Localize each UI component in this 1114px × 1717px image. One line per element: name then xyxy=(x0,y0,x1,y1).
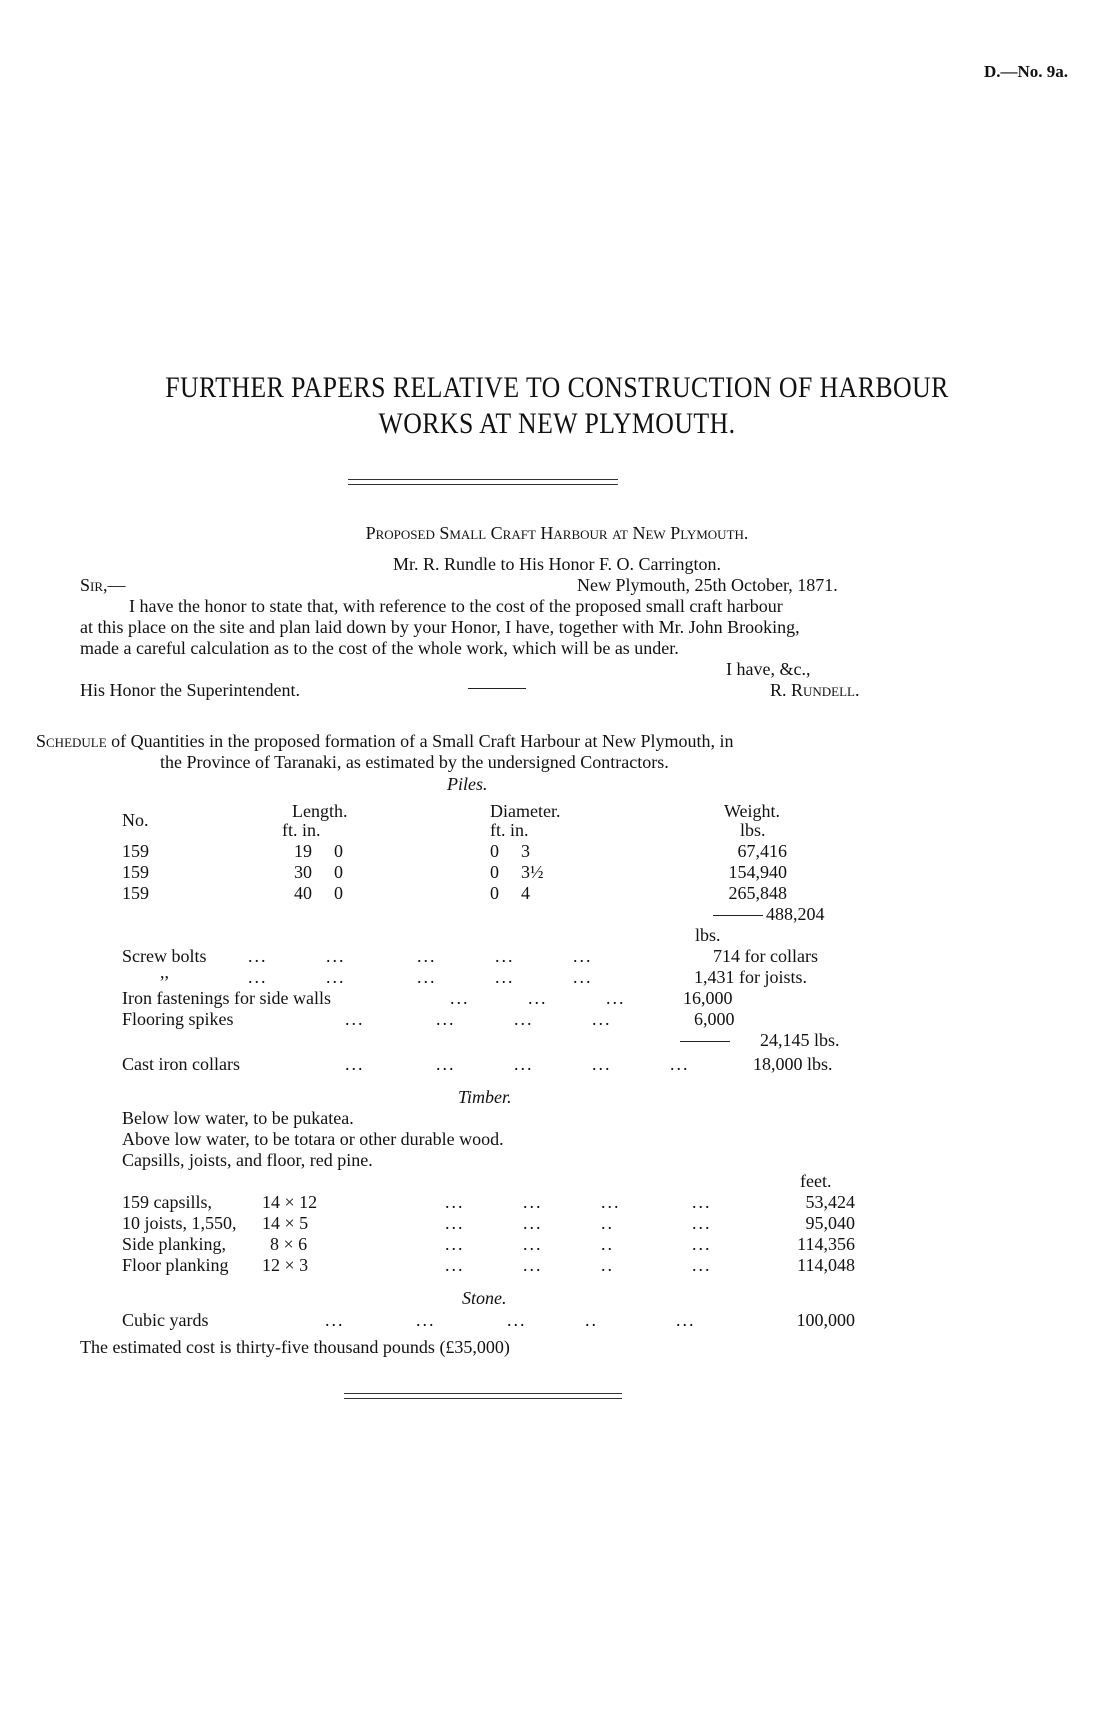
timber-note-3: Capsills, joists, and floor, red pine. xyxy=(122,1150,373,1170)
pile-weight: 67,416 xyxy=(737,841,787,861)
ironwork-subtotal: 24,145 lbs. xyxy=(760,1030,840,1050)
leader-dots: ... ... ... ... xyxy=(345,1009,612,1029)
pile-length-ft: 19 xyxy=(294,841,312,861)
letter-closing: I have, &c., xyxy=(726,659,811,679)
screw-bolts-joists: 1,431 for joists. xyxy=(694,967,808,987)
flooring-spikes-label: Flooring spikes xyxy=(122,1009,234,1029)
header-no: No. xyxy=(122,810,149,830)
leader-dots: ... ... ... ... ... xyxy=(345,1054,690,1074)
ironwork-units: lbs. xyxy=(695,925,721,945)
pile-diameter-ft: 0 xyxy=(490,841,499,861)
letter-salutation: Sir,— xyxy=(80,575,126,595)
timber-item-size: 8 × 6 xyxy=(270,1234,308,1254)
schedule-word: Schedule xyxy=(36,731,107,751)
ironwork-subtotal-rule xyxy=(680,1041,730,1042)
pile-length-in: 0 xyxy=(334,841,343,861)
pile-diameter-in: 3½ xyxy=(521,862,544,882)
letter-heading: Proposed Small Craft Harbour at New Plymouth. xyxy=(365,523,749,543)
cast-iron-label: Cast iron collars xyxy=(122,1054,240,1074)
flooring-spikes-value: 6,000 xyxy=(694,1009,735,1029)
pile-no: 159 xyxy=(122,883,149,903)
letter-body-line-2: at this place on the site and plan laid down by your Honor, I have, together with Mr. John Brooking, xyxy=(80,617,800,637)
timber-note-1: Below low water, to be pukatea. xyxy=(122,1108,354,1128)
estimated-cost: The estimated cost is thirty-five thousand pounds (£35,000) xyxy=(80,1337,510,1357)
piles-total-rule xyxy=(713,915,763,916)
timber-item-value: 95,040 xyxy=(805,1213,855,1233)
piles-total: 488,204 xyxy=(766,904,825,924)
leader-dots: ... ... ... xyxy=(450,988,626,1008)
pile-diameter-in: 3 xyxy=(521,841,530,861)
leader-dots: ... ... ... ... xyxy=(445,1192,712,1212)
header-weight-units: lbs. xyxy=(740,820,766,840)
pile-length-in: 0 xyxy=(334,883,343,903)
pile-diameter-ft: 0 xyxy=(490,883,499,903)
title-divider xyxy=(348,479,618,485)
letter-body-line-1: I have the honor to state that, with reference to the cost of the proposed small craft harbour xyxy=(129,596,783,616)
timber-note-2: Above low water, to be totara or other durable wood. xyxy=(122,1129,504,1149)
document-reference: D.—No. 9a. xyxy=(983,62,1068,81)
cast-iron-value: 18,000 lbs. xyxy=(753,1054,833,1074)
timber-item-size: 14 × 12 xyxy=(262,1192,318,1212)
letter-from-to: Mr. R. Rundle to His Honor F. O. Carrington. xyxy=(392,554,722,574)
pile-diameter-ft: 0 xyxy=(490,862,499,882)
stone-value: 100,000 xyxy=(796,1310,855,1330)
timber-item-label: 159 capsills, xyxy=(122,1192,212,1212)
timber-item-label: Side planking, xyxy=(122,1234,226,1254)
pile-length-ft: 30 xyxy=(294,862,312,882)
timber-item-label: 10 joists, 1,550, xyxy=(122,1213,237,1233)
pile-weight: 154,940 xyxy=(728,862,787,882)
timber-heading: Timber. xyxy=(458,1087,512,1107)
schedule-intro-line-1 xyxy=(36,731,734,752)
timber-item-size: 14 × 5 xyxy=(262,1213,309,1233)
header-diameter: Diameter. xyxy=(490,801,561,821)
stone-heading: Stone. xyxy=(462,1288,507,1308)
stone-label: Cubic yards xyxy=(122,1310,209,1330)
title-line-2: WORKS AT NEW PLYMOUTH. xyxy=(378,407,736,440)
pile-diameter-in: 4 xyxy=(521,883,530,903)
header-length: Length. xyxy=(292,801,348,821)
leader-dots: ... ... .. ... xyxy=(445,1213,712,1233)
timber-item-label: Floor planking xyxy=(122,1255,229,1275)
pile-no: 159 xyxy=(122,841,149,861)
timber-item-value: 114,048 xyxy=(797,1255,855,1275)
pile-weight: 265,848 xyxy=(728,883,787,903)
schedule-intro-line-2: the Province of Taranaki, as estimated by the undersigned Contractors. xyxy=(160,752,669,772)
letter-body-line-3: made a careful calculation as to the cost of the whole work, which will be as under. xyxy=(80,638,679,658)
closing-divider xyxy=(344,1393,622,1399)
header-diameter-units: ft. in. xyxy=(490,820,529,840)
timber-item-value: 114,356 xyxy=(797,1234,855,1254)
iron-fastenings-value: 16,000 xyxy=(683,988,733,1008)
leader-dots: ... ... ... ... ... xyxy=(248,967,593,987)
leader-dots: ... ... ... ... ... xyxy=(248,946,593,966)
title-line-1: FURTHER PAPERS RELATIVE TO CONSTRUCTION OF HARBOUR xyxy=(165,371,949,404)
pile-length-in: 0 xyxy=(334,862,343,882)
leader-dots: ... ... .. ... xyxy=(445,1234,712,1254)
timber-item-value: 53,424 xyxy=(805,1192,855,1212)
schedule-intro-text: of Quantities in the proposed formation of a Small Craft Harbour at New Plymouth, in xyxy=(111,731,734,751)
screw-bolts-label: Screw bolts xyxy=(122,946,207,966)
leader-dots: ... ... ... .. ... xyxy=(325,1310,696,1330)
header-weight: Weight. xyxy=(724,801,781,821)
document-title xyxy=(78,370,1036,442)
letter-signature: R. Rundell. xyxy=(770,680,860,700)
iron-fastenings-label: Iron fastenings for side walls xyxy=(122,988,331,1008)
letter-place-date: New Plymouth, 25th October, 1871. xyxy=(577,575,838,595)
header-length-units: ft. in. xyxy=(282,820,321,840)
leader-dots: ... ... .. ... xyxy=(445,1255,712,1275)
ditto-marks: ,, xyxy=(160,962,169,982)
letter-addressee: His Honor the Superintendent. xyxy=(80,680,300,700)
timber-units: feet. xyxy=(800,1171,832,1191)
piles-heading: Piles. xyxy=(447,774,488,794)
screw-bolts-collars: 714 for collars xyxy=(713,946,818,966)
pile-length-ft: 40 xyxy=(294,883,312,903)
timber-item-size: 12 × 3 xyxy=(262,1255,309,1275)
pile-no: 159 xyxy=(122,862,149,882)
letter-divider xyxy=(468,688,526,689)
